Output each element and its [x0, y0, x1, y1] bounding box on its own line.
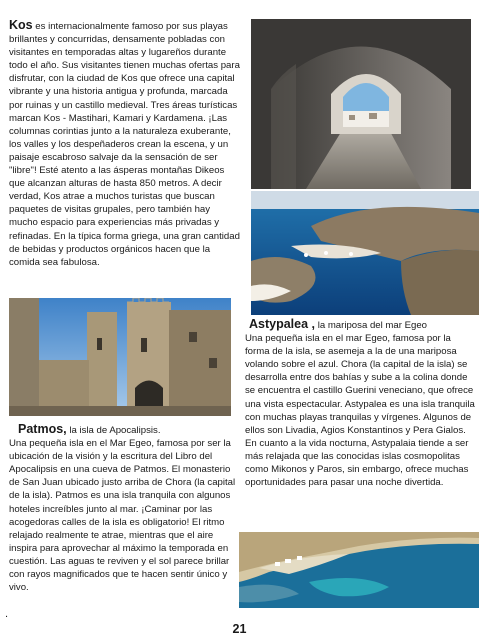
astypalea-subtitle: la mariposa del mar Egeo	[317, 320, 428, 331]
harbor-bay-photo	[251, 191, 479, 315]
astypalea-section	[245, 318, 477, 489]
patmos-subtitle: la isla de Apocalipsis.	[69, 425, 161, 436]
coastline-aerial-photo	[239, 532, 479, 608]
kos-title: Kos	[9, 18, 33, 32]
astypalea-body: Una pequeña isla en el mar Egeo, famosa por la forma de la isla, se asemeja a la de una mariposa volando sobre el azul. Chora (la capital de la isla) se desarrolla entre dos bahías y sube a la colina donde se encuentra el castillo Guerini veneciano, que ofrece una vista espectacular. Astypalea es una isla tranquila con muchas playas tranquilas y vírgenes. Algunos de ellos son Livadia, Agios Konstantinos y Pera Gialos. En cuanto a la vida nocturna, Astypalaia tiende a ser más relajada que las conocidas islas cosmopolitas como Mikonos y Paros, sin embargo, ofrece muchas oportunidades para pasar una noche divertida.	[245, 333, 475, 489]
patmos-section	[9, 423, 241, 594]
medieval-castle-photo	[9, 298, 231, 416]
patmos-title: Patmos,	[18, 422, 67, 436]
kos-section	[9, 19, 241, 269]
page-number: 21	[232, 622, 247, 636]
patmos-body: Una pequeña isla en el Mar Egeo, famosa por ser la ubicación de la visión y la escritura del Libro del Apocalipsis en una cueva de Patmos. El monasterio de San Juan ubicado justo arriba de Chora (la capital de la isla). Patmos es una isla tranquila con algunos hoteles increíbles junto al mar. ¡Caminar por las acogedoras calles de la isla es obligatorio! El ritmo relajado realmente te atrae, mientras que el aire inspira para aprovechar al máximo la temporada en cuestión. Las aguas te reviven y el sol parece brillar con rayos magnificados que te hacen sentir único y vivo.	[9, 438, 236, 594]
astypalea-title: Astypalea ,	[249, 317, 316, 331]
arched-alley-photo	[251, 19, 471, 189]
kos-body: es internacionalmente famoso por sus playas brillantes y concurridas, densamente pobladas con visitantes en temporadas altas y lugareños durante todo el año. Sus visitantes tienen muchas ofertas para disfrutar, con la ciudad de Kos que ofrece una capital vibrante y una historia antigua y profunda, marcada por ruinas y un castillo medieval. Tres áreas turísticas marcan Kos - Mastihari, Kamari y Kardamena. ¡Las columnas corintias junto a la naturaleza exuberante, los valles y los despeñaderos crean la escena, y un paisaje escabroso salvaje da la sensación de ser "libre"! Esté atento a las ásperas montañas Dikeos que alcanzan alturas de hasta 850 metros. A decir verdad, Kos atrae a muchos turistas que buscan paquetes de visitas grupales, pero también hay mucho espacio para experiencias más privadas y refinadas. En la típica forma griega, una gran cantidad de bebidas y productos orgánicos hacen que la comida sea fabulosa.	[9, 21, 240, 268]
stray-mark: .	[5, 608, 9, 620]
